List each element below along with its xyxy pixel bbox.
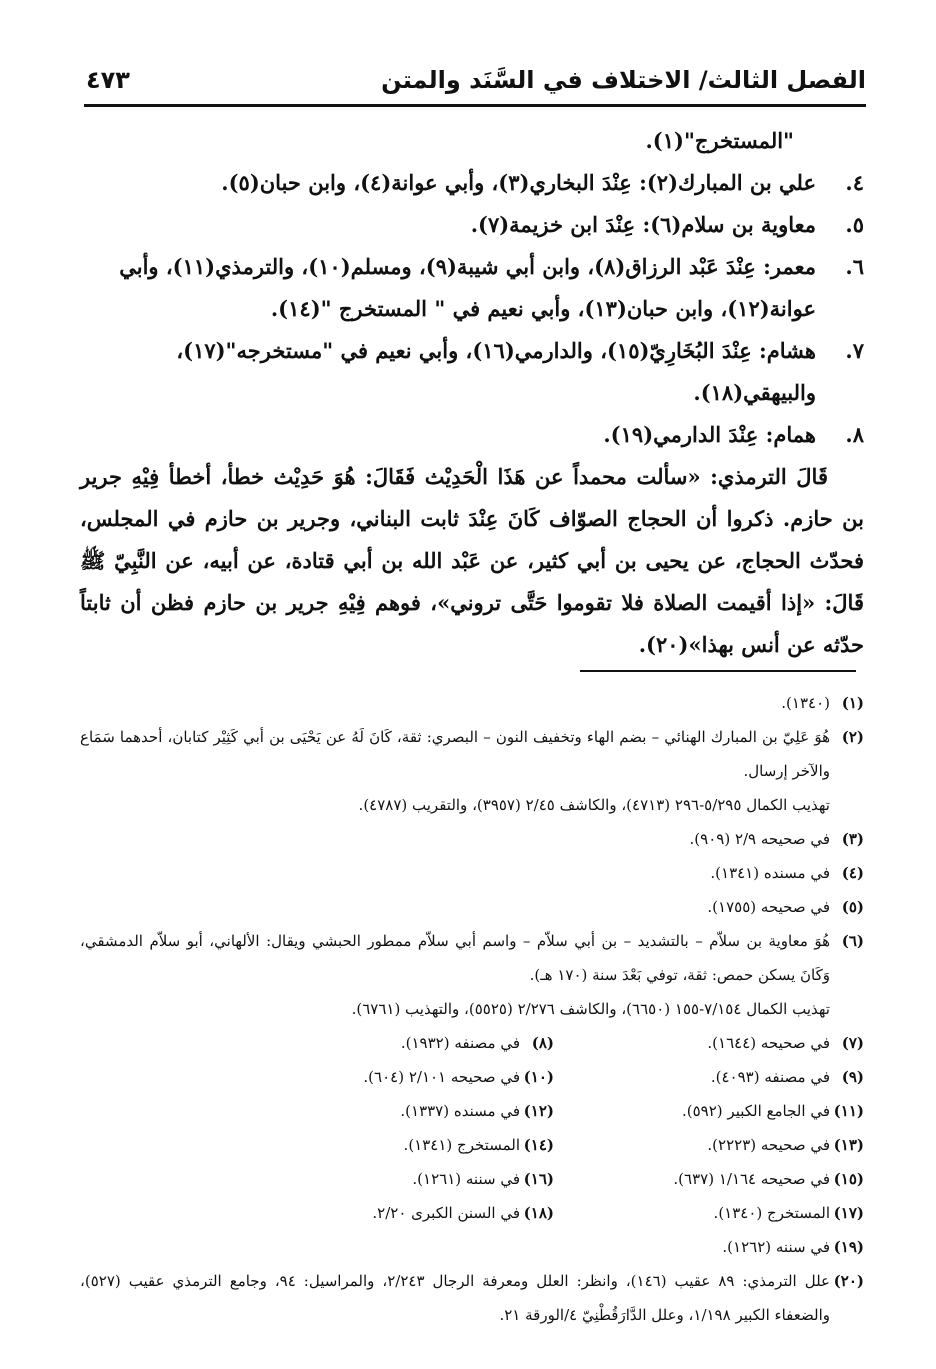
footnote-text: في مسنده (١٣٤١). <box>710 864 830 882</box>
footnote-number: (٣) <box>841 830 864 848</box>
list-item-number: ٤. <box>845 170 864 195</box>
footnote-number: (٨) <box>531 1034 554 1052</box>
footnote <box>254 1026 554 1060</box>
footnote-number: (١١) <box>833 1102 864 1120</box>
footnote-text: في مسنده (١٣٣٧). <box>400 1102 520 1120</box>
footnote <box>80 686 864 720</box>
footnote <box>80 1230 864 1264</box>
footnote <box>254 1060 554 1094</box>
footnote <box>254 1094 554 1128</box>
footnote-number: (٧) <box>841 1034 864 1052</box>
footnote-text: في سننه (١٢٦١). <box>412 1170 520 1188</box>
footnote-text: في صحيحه ١/١٦٤ (٦٣٧). <box>673 1170 830 1188</box>
list-item-number: ٧. <box>845 338 864 363</box>
footnote-number: (١) <box>841 694 864 712</box>
footnote-text: (١٣٤٠). <box>781 694 830 712</box>
list-item <box>80 162 864 204</box>
footnote <box>80 720 864 788</box>
footnote-number: (١٧) <box>833 1204 864 1222</box>
list-item-text: همام: عِنْدَ الدارمي(١٩). <box>603 422 816 447</box>
list-item <box>80 414 864 456</box>
footnote-text: في الجامع الكبير (٥٩٢). <box>682 1102 830 1120</box>
footnote <box>254 1196 554 1230</box>
footnote-number: (٦) <box>841 932 864 950</box>
continuation-line: "المستخرج"(١). <box>645 128 794 153</box>
footnote <box>554 1162 864 1196</box>
list-item-text: معاوية بن سلام(٦): عِنْدَ ابن خزيمة(٧). <box>470 212 816 237</box>
footnote-number: (١٥) <box>833 1170 864 1188</box>
footnote <box>554 1060 864 1094</box>
footnote-text: في صحيحه (١٧٥٥). <box>707 898 830 916</box>
footnote-number: (١٤) <box>523 1136 554 1154</box>
footnote <box>80 856 864 890</box>
main-text <box>80 120 864 666</box>
page-header <box>84 62 866 104</box>
list-item <box>80 246 864 330</box>
footnote-text: في صحيحه ٢/١٠١ (٦٠٤). <box>363 1068 520 1086</box>
quote-paragraph: قَالَ الترمذي: «سألت محمداً عن هَذَا الْحَدِيْث فَقَالَ: هُوَ حَدِيْث خطأ، أخطأ فِيْهِ جرير بن حازم. ذكروا أن الحجاج الصوّاف كَانَ عِنْدَ ثابت البناني، وجرير بن حازم في المجلس، فحدّث الحجاج، عن يحيى بن أبي كثير، عن عَبْد الله بن أبي قتادة، عن أبيه، عن النَّبِيّ ﷺ قَالَ: «إذا أقيمت الصلاة فلا تقوموا حَتَّى تروني»، فوهم فِيْهِ جرير بن حازم فظن أن ثابتاً حدّثه عن أنس بهذا»(٢٠). <box>80 464 864 657</box>
footnote-text: في السنن الكبرى ٢/٢٠. <box>372 1204 520 1222</box>
footnote <box>554 1196 864 1230</box>
footnote-number: (١٦) <box>523 1170 554 1188</box>
running-title: الفصل الثالث/ الاختلاف في السَّنَد والمتن <box>381 66 866 94</box>
footnote-text: في صحيحه (٢٢٢٣). <box>707 1136 830 1154</box>
footnote-number: (١٢) <box>523 1102 554 1120</box>
list-item <box>80 204 864 246</box>
footnote-text: تهذيب الكمال ٧/١٥٤-١٥٥ (٦٦٥٠)، والكاشف ٢/٢٧٦ (٥٥٢٥)، والتهذيب (٦٧٦١). <box>351 1000 830 1018</box>
footnote-number: (١٣) <box>833 1136 864 1154</box>
footnote-number: (١٠) <box>523 1068 554 1086</box>
footnote <box>80 924 864 992</box>
header-divider <box>84 104 866 107</box>
footnote <box>80 890 864 924</box>
footnote-pair-row <box>80 1060 864 1094</box>
footnote-number: (٩) <box>841 1068 864 1086</box>
footnote-pair-row <box>80 1094 864 1128</box>
footnote-text: المستخرج (١٣٤١). <box>403 1136 520 1154</box>
footnote <box>254 1162 554 1196</box>
footnote-text: في سننه (١٢٦٢). <box>722 1238 830 1256</box>
list-item-text: علي بن المبارك(٢): عِنْدَ البخاري(٣)، وأبي عوانة(٤)، وابن حبان(٥). <box>221 170 816 195</box>
footnote-continuation <box>80 992 864 1026</box>
footnote-divider <box>580 670 856 672</box>
footnote <box>80 1264 864 1332</box>
footnote-number <box>830 992 864 1026</box>
list-item-number: ٥. <box>845 212 864 237</box>
footnote-number: (٢٠) <box>833 1272 864 1290</box>
list-item <box>80 330 864 414</box>
footnote-text: في مصنفه (٤٠٩٣). <box>710 1068 830 1086</box>
footnote-number: (٢) <box>841 728 864 746</box>
footnote-text: في صحيحه ٢/٩ (٩٠٩). <box>689 830 830 848</box>
footnote <box>554 1128 864 1162</box>
footnotes <box>80 686 864 1332</box>
footnote-text: في مصنفه (١٩٣٢). <box>400 1034 520 1052</box>
footnote-text: في صحيحه (١٦٤٤). <box>707 1034 830 1052</box>
list-item-number: ٦. <box>845 254 864 279</box>
footnote <box>254 1128 554 1162</box>
footnote-number <box>830 788 864 822</box>
footnote-text: هُوَ معاوية بن سلاّم – بالتشديد – بن أبي سلاّم – واسم أبي سلاّم ممطور الحبشي ويقال: الألهاني، أبو سلاّم الدمشقي، وَكَانَ يسكن حمص: ثقة، توفي بَعْدَ سنة (١٧٠ هـ). <box>80 932 830 984</box>
footnote-text: المستخرج (١٣٤٠). <box>713 1204 830 1222</box>
footnote-pair-row <box>80 1196 864 1230</box>
footnote-text: هُوَ عَلِيّ بن المبارك الهنائي – بضم الهاء وتخفيف النون – البصري: ثقة، كَانَ لَهُ عن يَحْيَى بن أبي كَثِيْر كتابان، أحدهما سَمَاع والآخر إرسال. <box>80 728 830 780</box>
list-item-text: هشام: عِنْدَ البُخَارِيّ(١٥)، والدارمي(١٦)، وأبي نعيم في "مستخرجه"(١٧)، والبيهقي(١٨). <box>176 338 816 405</box>
footnote <box>554 1094 864 1128</box>
footnote-number: (١٨) <box>523 1204 554 1222</box>
footnote-number: (٥) <box>841 898 864 916</box>
footnote-text: علل الترمذي: ٨٩ عقيب (١٤٦)، وانظر: العلل ومعرفة الرجال ٢/٢٤٣، والمراسيل: ٩٤، وجامع الترمذي عقيب (٥٢٧)، والضعفاء الكبير ١/١٩٨، وعلل الدَّارَقُطْنِيّ ٤/الورقة ٢١. <box>80 1272 830 1324</box>
footnote-pair-row <box>80 1026 864 1060</box>
page-number: ٤٧٣ <box>86 66 130 94</box>
footnote-text: تهذيب الكمال ٥/٢٩٥-٢٩٦ (٤٧١٣)، والكاشف ٢/٤٥ (٣٩٥٧)، والتقريب (٤٧٨٧). <box>358 796 830 814</box>
footnote-number: (٤) <box>841 864 864 882</box>
footnote-pair-row <box>80 1128 864 1162</box>
list-item-number: ٨. <box>845 422 864 447</box>
footnote <box>80 822 864 856</box>
list-item-text: معمر: عِنْدَ عَبْد الرزاق(٨)، وابن أبي شيبة(٩)، ومسلم(١٠)، والترمذي(١١)، وأبي عوانة(١٢)، وابن حبان(١٣)، وأبي نعيم في " المستخرج "(١٤). <box>119 254 816 321</box>
footnote-continuation <box>80 788 864 822</box>
footnote <box>554 1026 864 1060</box>
footnote-pair-row <box>80 1162 864 1196</box>
footnote-number: (١٩) <box>833 1238 864 1256</box>
